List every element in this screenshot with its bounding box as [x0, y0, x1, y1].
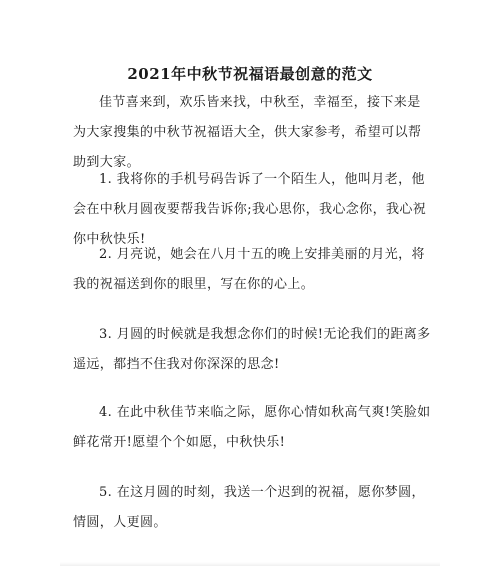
document-title: 2021年中秋节祝福语最创意的范文: [127, 65, 373, 83]
blessing-item-4: 4. 在此中秋佳节来临之际，愿你心情如秋高气爽!笑脸如鲜花常开!愿望个个如愿，中秋快乐!: [73, 405, 431, 450]
intro-paragraph: 佳节喜来到，欢乐皆来找，中秋至，幸福至，接下来是为大家搜集的中秋节祝福语大全，供大家参考，希望可以帮助到大家。: [73, 95, 422, 170]
blessing-item-3: 3. 月圆的时候就是我想念你们的时候!无论我们的距离多遥远，都挡不住我对你深深的思念!: [73, 327, 431, 372]
blessing-item-2: 2. 月亮说，她会在八月十五的晚上安排美丽的月光，将我的祝福送到你的眼里，写在你的心上。: [73, 247, 425, 292]
blessing-item-5: 5. 在这月圆的时刻，我送一个迟到的祝福，愿你梦圆，情圆，人更圆。: [73, 485, 425, 530]
blessing-item-1: 1. 我将你的手机号码告诉了一个陌生人，他叫月老，他会在中秋月圆夜要帮我告诉你;我心思你，我心念你，我心祝你中秋快乐!: [73, 172, 427, 247]
page-bottom-edge: [60, 562, 440, 566]
